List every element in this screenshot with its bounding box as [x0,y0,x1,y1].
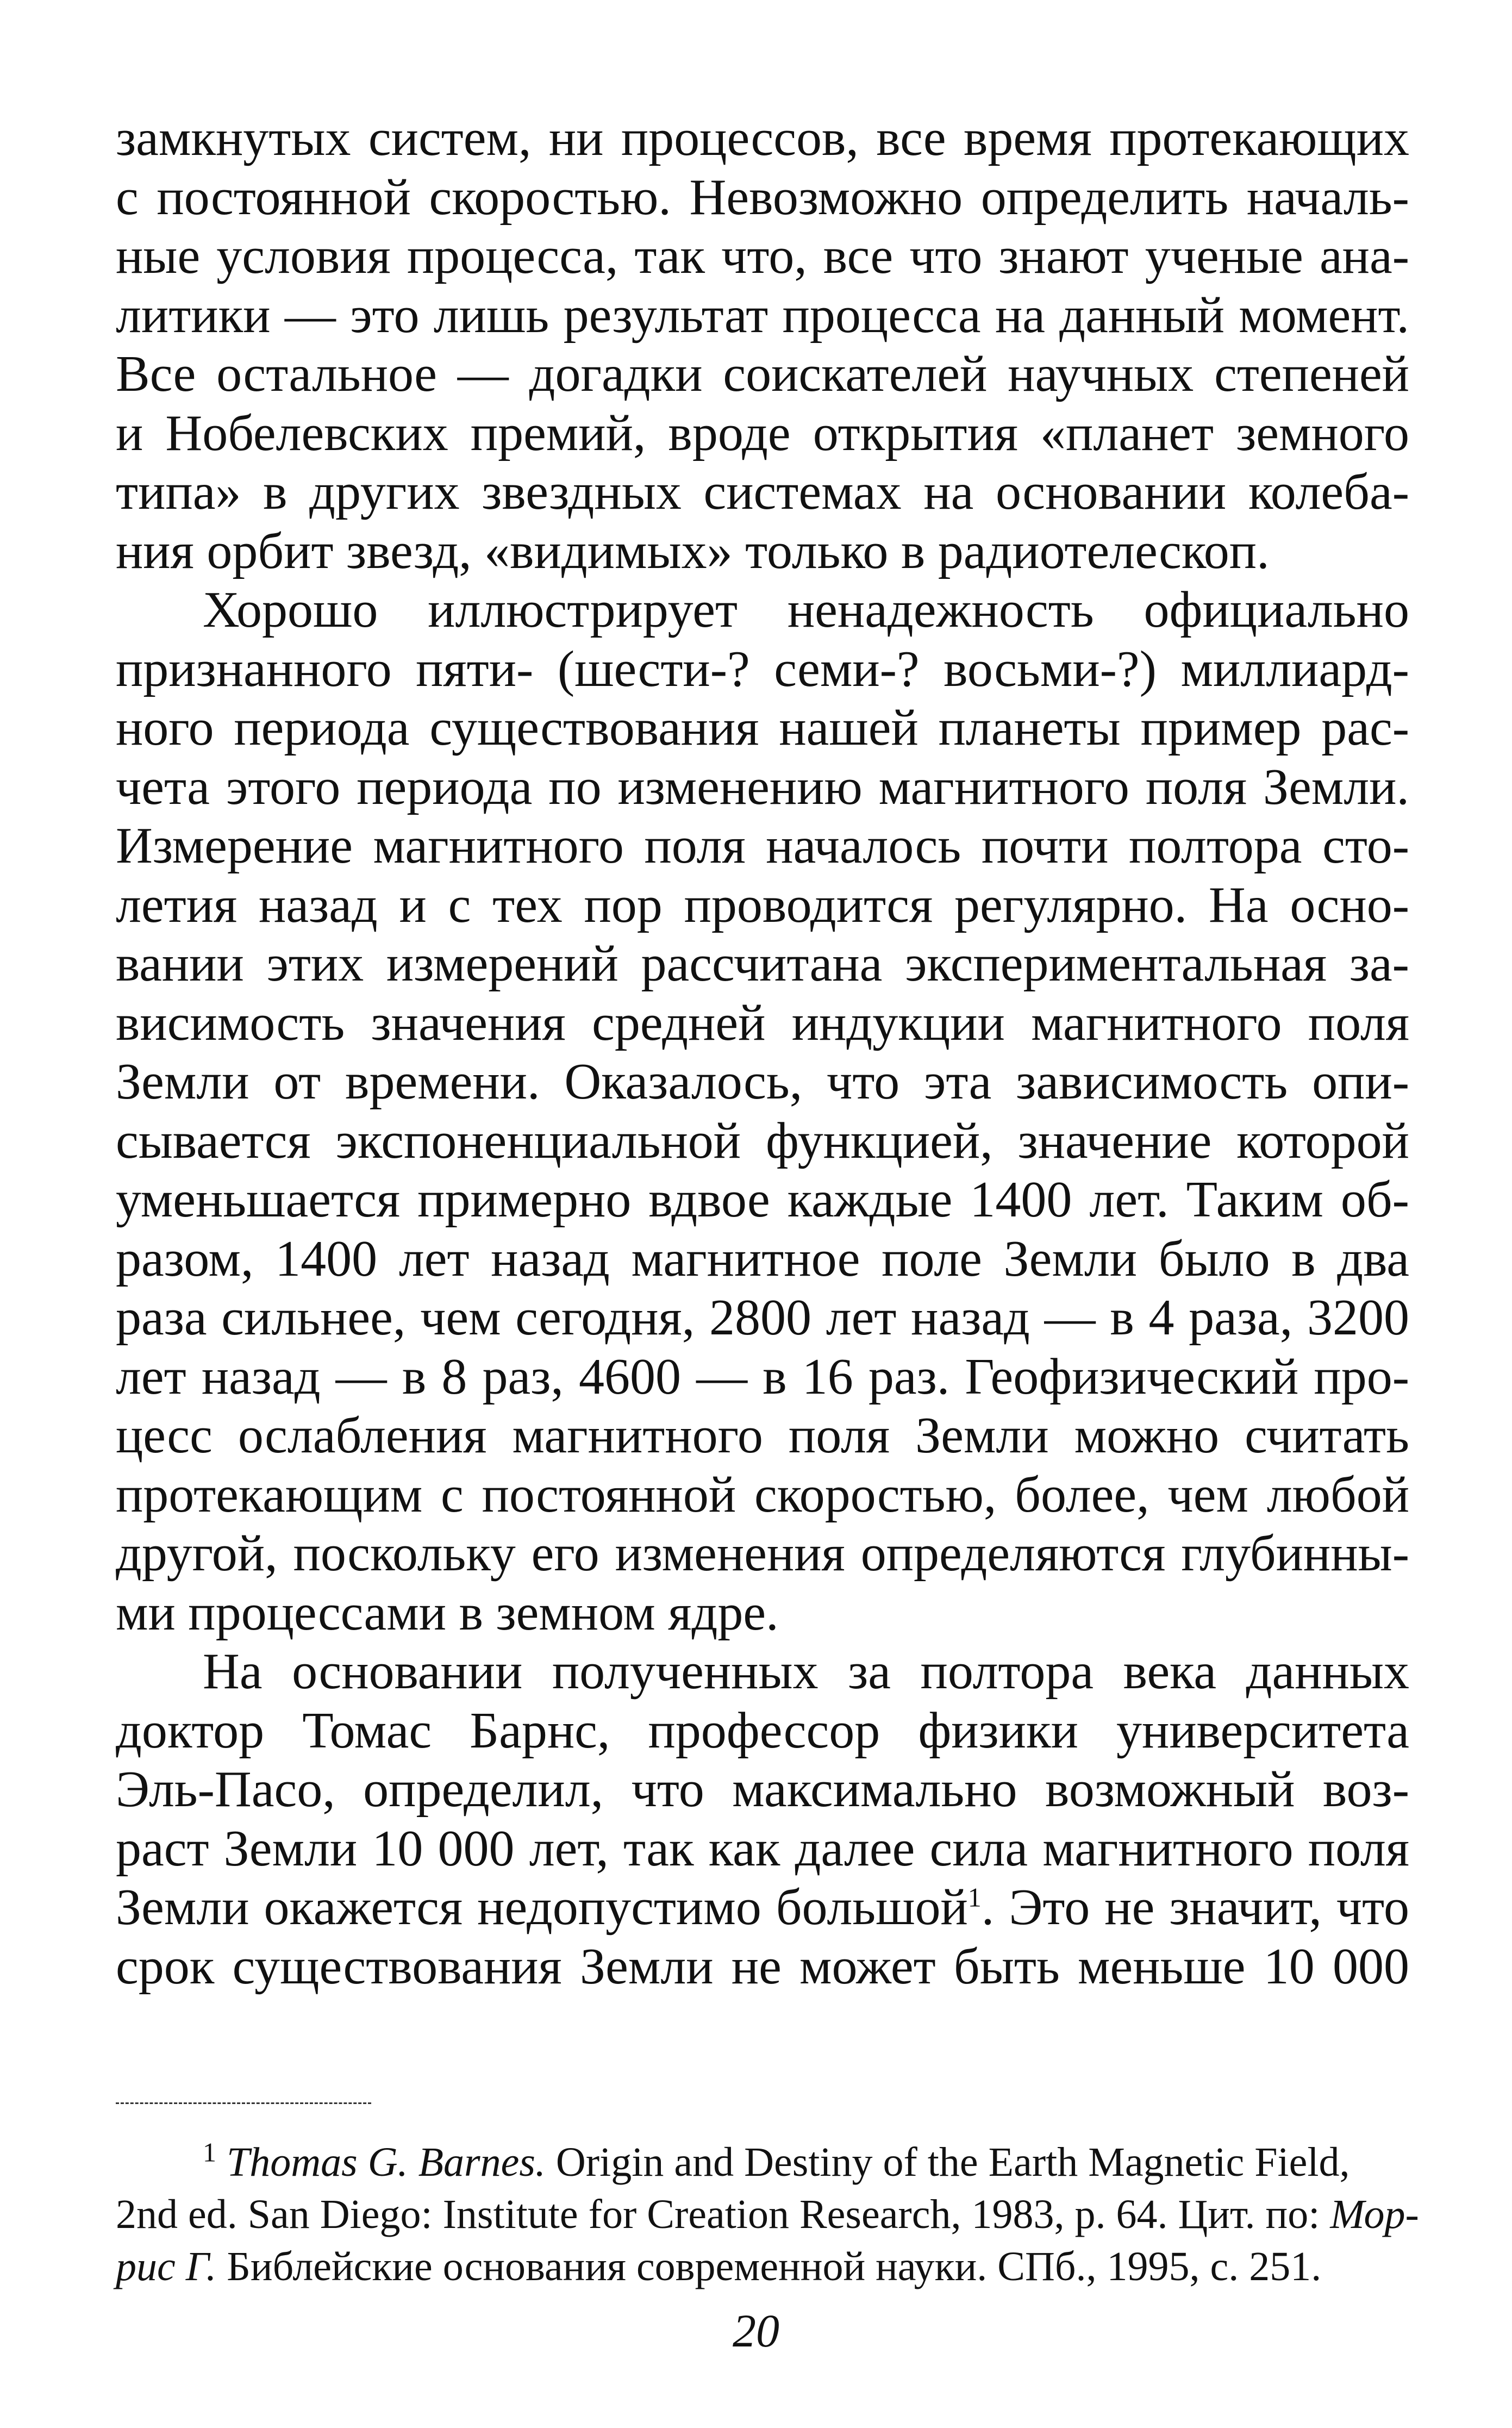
main-text [116,109,1409,1996]
text-line: с постоянной скоростью. Невозможно определить началь- [116,168,1409,226]
paragraph-start-line: Хорошо иллюстрирует ненадежность официально [203,582,1409,638]
text-line: доктор Томас Барнс, профессор физики университета [116,1702,1409,1759]
text-line: ного периода существования нашей планеты пример рас- [116,700,1409,756]
footnote-reference[interactable]: 1 [967,1882,982,1913]
text-line: признанного пяти- (шести-? семи-? восьми-?) миллиард- [116,640,1409,697]
text-line-with-footnote-ref [116,1878,1409,1937]
text-line: Измерение магнитного поля началось почти полтора сто- [116,817,1409,874]
text-line: ния орбит звезд, «видимых» только в радиотелескоп. [116,522,1270,579]
text-segment: Земли окажется недопустимо большой [116,1879,968,1936]
footnote-cited-author: рис Г. [116,2244,217,2289]
text-line: уменьшается примерно вдвое каждые 1400 лет. Таким об- [116,1171,1409,1228]
footnote-separator [116,2102,371,2104]
text-line: другой, поскольку его изменения определяются глубинны- [116,1525,1409,1582]
text-line: Все остальное — догадки соискателей научных степеней [116,346,1409,402]
text-line: замкнутых систем, ни процессов, все время протекающих [116,110,1409,166]
footnote-line [116,2240,1409,2293]
footnote-marker: 1 [203,2137,216,2168]
text-line: лет назад — в 8 раз, 4600 — в 16 раз. Геофизический про- [116,1348,1409,1405]
footnote-text: Origin and Destiny of the Earth Magnetic Field, [545,2139,1350,2185]
text-line: разом, 1400 лет назад магнитное поле Земли было в два [116,1230,1409,1287]
text-line: типа» в других звездных системах на основании колеба- [116,464,1409,520]
footnote-author: Thomas G. Barnes. [227,2139,546,2185]
text-line: раст Земли 10 000 лет, так как далее сила магнитного поля [116,1820,1409,1877]
footnote-cited-author: Мор- [1330,2192,1419,2237]
footnote-text: Библейские основания современной науки. СПб., 1995, с. 251. [216,2244,1322,2289]
text-line: сывается экспоненциальной функцией, значение которой [116,1112,1409,1169]
text-line: чета этого периода по изменению магнитного поля Земли. [116,758,1409,815]
text-line: Земли от времени. Оказалось, что эта зависимость опи- [116,1053,1409,1110]
text-line: цесс ослабления магнитного поля Земли можно считать [116,1407,1409,1464]
footnote-line [116,2188,1419,2240]
footnote [116,2136,1419,2293]
text-line: вании этих измерений рассчитана экспериментальная за- [116,935,1409,992]
text-line: литики — это лишь результат процесса на данный момент. [116,286,1409,344]
text-line: висимость значения средней индукции магнитного поля [116,994,1409,1051]
text-segment: . Это не значит, что [981,1879,1409,1936]
page-number: 20 [733,2305,779,2357]
text-line: Эль-Пасо, определил, что максимально возможный воз- [116,1761,1409,1818]
text-line: и Нобелевских премий, вроде открытия «планет земного [116,404,1409,461]
text-line: летия назад и с тех пор проводится регулярно. На осно- [116,876,1409,933]
text-line: срок существования Земли не может быть меньше 10 000 [116,1938,1409,1995]
paragraph-start-line: На основании полученных за полтора века данных [203,1643,1409,1700]
footnote-text: 2nd ed. San Diego: Institute for Creation Research, 1983, p. 64. Цит. по: [116,2192,1330,2237]
text-line: протекающим с постоянной скоростью, более, чем любой [116,1466,1409,1523]
text-line: ные условия процесса, так что, все что знают ученые ана- [116,228,1409,284]
text-line: раза сильнее, чем сегодня, 2800 лет назад — в 4 раза, 3200 [116,1289,1409,1346]
text-line: ми процессами в земном ядре. [116,1584,779,1641]
footnote-line [116,2136,1409,2188]
